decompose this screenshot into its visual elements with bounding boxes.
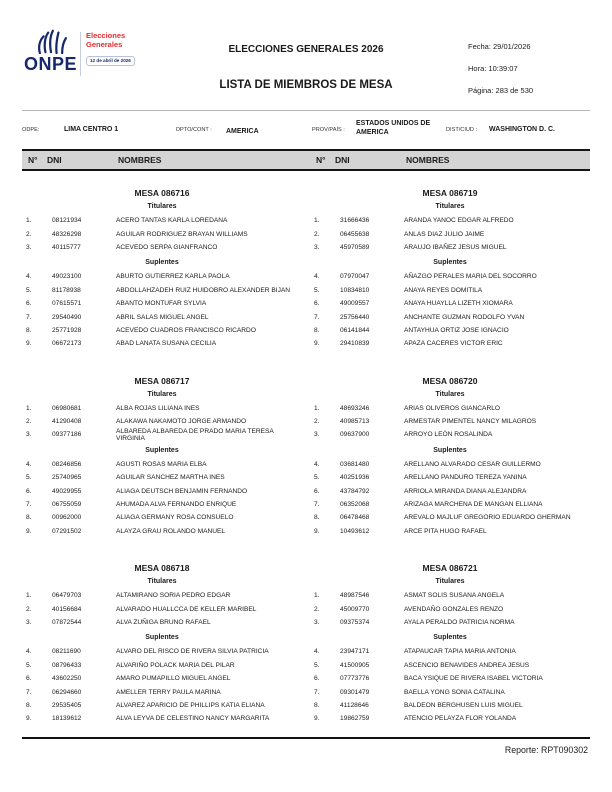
member-dni: 09377186 xyxy=(52,431,82,439)
member-row xyxy=(310,699,590,712)
member-dni: 19862759 xyxy=(340,715,370,723)
member-number: 4. xyxy=(26,460,32,468)
member-name: ANAYA REYES DOMITILA xyxy=(404,286,483,294)
member-name: ALVARIÑO POLACK MARIA DEL PILAR xyxy=(116,661,235,669)
member-number: 8. xyxy=(314,701,320,709)
member-row xyxy=(310,458,590,471)
member-name: ALBA ROJAS LILIANA INES xyxy=(116,404,200,412)
member-number: 6. xyxy=(26,487,32,495)
member-row xyxy=(310,685,590,698)
member-name: ARROYO LEÓN ROSALINDA xyxy=(404,431,493,439)
member-number: 1. xyxy=(26,592,32,600)
member-name: ATAPAUCAR TAPIA MARIA ANTONIA xyxy=(404,648,516,656)
member-number: 2. xyxy=(26,605,32,613)
member-number: 5. xyxy=(26,286,32,294)
member-dni: 03681480 xyxy=(340,460,370,468)
member-dni: 29410839 xyxy=(340,340,370,348)
member-number: 3. xyxy=(26,619,32,626)
member-name: AHUMADA ALVA FERNANDO ENRIQUE xyxy=(116,501,237,509)
member-row xyxy=(310,589,590,602)
prov-value: ESTADOS UNIDOS DE AMERICA xyxy=(356,120,431,136)
member-dni: 29535405 xyxy=(52,701,82,709)
member-number: 7. xyxy=(26,501,32,509)
suplentes-label: Suplentes xyxy=(145,446,179,454)
member-name: AVENDAÑO GONZALES RENZO xyxy=(404,605,504,613)
member-name: ACERO TANTAS KARLA LOREDANA xyxy=(116,217,228,225)
member-row xyxy=(22,402,302,415)
member-name: ALVA ZUÑIGA BRUNO RAFAEL xyxy=(116,619,211,626)
member-name: ALBAREDA ALBAREDA DE PRADO MARIA TERESA VIRGINIA xyxy=(116,428,274,442)
member-row xyxy=(310,310,590,323)
member-name: AMELLER TERRY PAULA MARINA xyxy=(116,688,221,696)
report-code: Reporte: RPT090302 xyxy=(504,745,588,755)
member-dni: 23947171 xyxy=(340,648,370,656)
member-dni: 06980681 xyxy=(52,404,82,412)
member-row xyxy=(22,324,302,337)
member-row xyxy=(22,712,302,725)
col-num-header-left: N° xyxy=(28,155,38,165)
member-name: ABAD LANATA SUSANA CECILIA xyxy=(116,340,217,348)
member-dni: 48693246 xyxy=(340,404,370,412)
member-number: 9. xyxy=(26,340,32,348)
member-name: AGUILAR SANCHEZ MARTHA INES xyxy=(116,474,225,482)
mesa-title: MESA 086716 xyxy=(134,188,190,198)
member-number: 9. xyxy=(314,340,320,348)
member-dni: 49023100 xyxy=(52,273,82,281)
member-dni: 10834810 xyxy=(340,286,370,294)
member-name: ARELLANO ALVARADO CESAR GUILLERMO xyxy=(404,460,541,468)
prov-label: PROV/PAÍS : xyxy=(312,127,345,133)
member-number: 7. xyxy=(314,688,320,696)
member-row xyxy=(310,324,590,337)
member-dni: 45009770 xyxy=(340,605,370,613)
member-name: ANTAYHUA ORTIZ JOSE IGNACIO xyxy=(404,326,509,334)
member-number: 9. xyxy=(26,527,32,535)
member-number: 5. xyxy=(314,661,320,669)
member-name: ACEVEDO SERPA GIANFRANCO xyxy=(116,243,218,251)
member-number: 5. xyxy=(26,661,32,669)
member-dni: 07291502 xyxy=(52,527,82,535)
member-name: ALAKAWA NAKAMOTO JORGE ARMANDO xyxy=(116,418,247,426)
member-name: AGUILAR RODRIGUEZ BRAYAN WILLIAMS xyxy=(116,230,248,238)
member-number: 7. xyxy=(314,501,320,509)
member-number: 1. xyxy=(314,404,320,412)
mesa-block xyxy=(310,563,590,726)
member-number: 5. xyxy=(314,286,320,294)
member-name: ARELLANO PANDURO TEREZA YANINA xyxy=(404,474,527,482)
logo-generales: Generales xyxy=(86,39,123,49)
member-row xyxy=(310,672,590,685)
member-name: BAELLA YONG SONIA CATALINA xyxy=(404,688,505,696)
member-row xyxy=(310,712,590,725)
member-row xyxy=(22,337,302,350)
member-row xyxy=(22,214,302,227)
member-number: 4. xyxy=(26,648,32,656)
mesa-block xyxy=(22,376,302,539)
member-name: ARANDA YANOC EDGAR ALFREDO xyxy=(404,217,514,225)
member-name: ASMAT SOLIS SUSANA ANGELA xyxy=(404,592,505,600)
mesa-block xyxy=(22,563,302,726)
titulares-label: Titulares xyxy=(147,390,177,398)
member-number: 8. xyxy=(314,514,320,522)
member-name: ACEVEDO CUADROS FRANCISCO RICARDO xyxy=(116,326,256,334)
member-row xyxy=(22,415,302,428)
member-dni: 41128646 xyxy=(340,701,369,709)
member-row xyxy=(22,484,302,497)
member-name: APAZA CACERES VICTOR ERIC xyxy=(404,340,503,348)
footer-rule xyxy=(22,737,590,739)
member-name: ABRIL SALAS MIGUEL ANGEL xyxy=(116,313,209,321)
dist-label: DIST/CIUD : xyxy=(446,127,478,133)
mesa-title: MESA 086721 xyxy=(422,563,478,574)
member-dni: 06478468 xyxy=(340,514,370,522)
member-row xyxy=(22,616,302,629)
member-dni: 06294660 xyxy=(52,688,82,696)
member-dni: 49029955 xyxy=(52,487,82,495)
meta-fecha: Fecha: 29/01/2026 xyxy=(468,42,531,51)
mesa-title: MESA 086718 xyxy=(134,563,190,574)
onpe-wordmark: ONPE xyxy=(24,54,78,74)
member-number: 2. xyxy=(26,418,32,426)
member-row xyxy=(22,310,302,323)
member-number: 6. xyxy=(314,675,320,683)
member-row xyxy=(22,659,302,672)
member-number: 4. xyxy=(26,273,32,281)
titulares-label: Titulares xyxy=(435,203,465,210)
member-name: ANLAS DIAZ JULIO JAIME xyxy=(404,230,485,238)
member-dni: 06455638 xyxy=(340,230,370,238)
member-row xyxy=(310,484,590,497)
page-title: ELECCIONES GENERALES 2026 xyxy=(228,44,384,55)
suplentes-label: Suplentes xyxy=(145,634,179,642)
member-name: ABURTO GUTIERREZ KARLA PAOLA xyxy=(116,273,230,281)
member-row xyxy=(22,428,302,441)
member-row xyxy=(22,602,302,615)
member-name: ARCE PITA HUGO RAFAEL xyxy=(404,527,487,535)
member-name: AÑAZGO PERALES MARIA DEL SOCORRO xyxy=(404,273,537,281)
member-list-right-column xyxy=(310,172,590,726)
member-dni: 29540490 xyxy=(52,313,82,321)
member-row xyxy=(310,616,590,629)
member-number: 1. xyxy=(314,217,320,225)
member-row xyxy=(22,471,302,484)
member-dni: 09301479 xyxy=(340,688,370,696)
member-number: 8. xyxy=(314,326,320,334)
titulares-label: Titulares xyxy=(147,578,177,586)
member-number: 3. xyxy=(314,431,320,439)
member-row xyxy=(310,415,590,428)
member-dni: 49009557 xyxy=(340,300,370,308)
member-name: ARMESTAR PIMENTEL NANCY MILAGROS xyxy=(404,418,537,426)
member-name: ALVA LEYVA DE CELESTINO NANCY MARGARITA xyxy=(116,715,270,723)
suplentes-label: Suplentes xyxy=(433,446,467,454)
mesa-block xyxy=(310,188,590,351)
member-number: 6. xyxy=(314,300,320,308)
meta-hora: Hora: 10:39:07 xyxy=(468,64,518,73)
col-dni-header-left: DNI xyxy=(47,155,62,165)
member-list-left-column xyxy=(22,172,302,726)
member-row xyxy=(310,428,590,441)
member-row xyxy=(22,284,302,297)
member-dni: 06672173 xyxy=(52,340,82,348)
member-name: ATENCIO PELAYZA FLOR YOLANDA xyxy=(404,715,517,723)
member-row xyxy=(310,270,590,283)
member-name: ALVARO DEL RISCO DE RIVERA SILVIA PATRICIA xyxy=(116,648,269,656)
member-dni: 07615571 xyxy=(52,300,82,308)
member-dni: 40251936 xyxy=(340,474,370,482)
member-dni: 00962000 xyxy=(52,514,82,522)
member-dni: 41290408 xyxy=(52,418,82,426)
member-name: ALIAGA GERMANY ROSA CONSUELO xyxy=(116,514,234,522)
col-num-header-right: N° xyxy=(316,155,326,165)
member-number: 4. xyxy=(314,460,320,468)
member-row xyxy=(310,402,590,415)
member-number: 3. xyxy=(26,431,32,439)
titulares-label: Titulares xyxy=(147,203,177,210)
member-number: 3. xyxy=(314,243,320,251)
member-row xyxy=(310,297,590,310)
member-name: ALAYZA GRAU ROLANDO MANUEL xyxy=(116,527,226,535)
member-dni: 25771928 xyxy=(52,326,82,334)
member-name: ARRIOLA MIRANDA DIANA ALEJANDRA xyxy=(404,487,527,495)
member-number: 9. xyxy=(314,527,320,535)
header-rule xyxy=(22,110,590,111)
member-number: 8. xyxy=(26,326,32,334)
member-number: 1. xyxy=(26,217,32,225)
col-dni-header-right: DNI xyxy=(335,155,350,165)
member-row xyxy=(310,659,590,672)
member-number: 8. xyxy=(26,514,32,522)
odpe-value: LIMA CENTRO 1 xyxy=(64,126,119,133)
member-row xyxy=(310,241,590,254)
member-number: 2. xyxy=(314,605,320,613)
mesa-title: MESA 086720 xyxy=(422,375,478,386)
dist-value: WASHINGTON D. C. xyxy=(489,126,555,133)
page-meta xyxy=(468,42,533,108)
member-name: ANAYA HUAYLLA LIZETH XIOMARA xyxy=(404,300,513,308)
member-row xyxy=(310,284,590,297)
member-row xyxy=(22,511,302,524)
member-dni: 43784792 xyxy=(340,487,370,495)
member-name: ARIAS OLIVEROS GIANCARLO xyxy=(404,404,501,412)
member-name: ASCENCIO BENAVIDES ANDREA JESUS xyxy=(404,661,530,669)
member-row xyxy=(310,645,590,658)
member-name: BALDEON BERGHUSEN LUIS MIGUEL xyxy=(404,701,523,709)
member-row xyxy=(310,511,590,524)
member-dni: 09637900 xyxy=(340,431,370,439)
member-dni: 06352068 xyxy=(340,501,370,509)
logo-elecciones: Elecciones xyxy=(86,31,126,40)
member-number: 7. xyxy=(26,313,32,321)
member-dni: 48987546 xyxy=(340,592,370,600)
member-dni: 07872544 xyxy=(52,619,82,626)
member-dni: 40115777 xyxy=(52,243,81,251)
member-dni: 40156684 xyxy=(52,605,82,613)
member-number: 6. xyxy=(26,675,32,683)
member-name: ABDOLLAHZADEH RUIZ HUIDOBRO ALEXANDER BIJAN xyxy=(116,286,291,294)
member-number: 7. xyxy=(314,313,320,321)
member-row xyxy=(310,227,590,240)
logo-date-badge: 12 de abril de 2026 xyxy=(86,56,135,66)
member-dni: 08211690 xyxy=(52,648,81,656)
member-row xyxy=(22,672,302,685)
member-dni: 08121934 xyxy=(52,217,82,225)
member-dni: 41500905 xyxy=(340,661,370,669)
member-name: AGUSTI ROSAS MARIA ELBA xyxy=(116,460,207,468)
member-number: 3. xyxy=(314,619,320,626)
member-name: ARIZAGA MARCHENA DE MANGAN ELLIANA xyxy=(404,501,543,509)
member-row xyxy=(310,525,590,538)
member-number: 4. xyxy=(314,648,320,656)
member-name: ARAUJO IBAÑEZ JESUS MIGUEL xyxy=(404,243,507,251)
suplentes-label: Suplentes xyxy=(433,634,467,642)
member-number: 8. xyxy=(26,701,32,709)
member-name: AREVALO MAJLUF GREGORIO EDUARDO GHERMAN xyxy=(404,514,571,522)
member-dni: 06479703 xyxy=(52,592,82,600)
odpe-label: ODPE: xyxy=(22,127,40,133)
suplentes-label: Suplentes xyxy=(145,259,179,267)
member-name: BACA YSIQUE DE RIVERA ISABEL VICTORIA xyxy=(404,675,543,683)
member-row xyxy=(310,602,590,615)
member-dni: 48326298 xyxy=(52,230,82,238)
member-dni: 40985713 xyxy=(340,418,370,426)
location-info xyxy=(0,113,612,147)
member-number: 2. xyxy=(314,230,320,238)
meta-pagina: Página: 283 de 530 xyxy=(468,86,534,95)
member-dni: 06755059 xyxy=(52,501,82,509)
member-row xyxy=(310,471,590,484)
member-dni: 31666436 xyxy=(340,217,370,225)
member-name: ANCHANTE GUZMAN RODOLFO YVAN xyxy=(404,313,525,321)
member-dni: 06141844 xyxy=(340,326,370,334)
mesa-title: MESA 086717 xyxy=(134,375,190,386)
member-dni: 08246856 xyxy=(52,460,82,468)
member-dni: 81178938 xyxy=(52,286,81,294)
member-row xyxy=(310,214,590,227)
member-number: 6. xyxy=(26,300,32,308)
member-number: 2. xyxy=(314,418,320,426)
member-number: 2. xyxy=(26,230,32,238)
titulares-label: Titulares xyxy=(435,578,465,586)
titulares-label: Titulares xyxy=(435,390,465,398)
member-number: 5. xyxy=(314,474,320,482)
member-name: ABANTO MONTUFAR SYLVIA xyxy=(116,300,207,308)
member-row xyxy=(22,645,302,658)
member-name: ALVARADO HUALLCCA DE KELLER MARIBEL xyxy=(116,605,257,613)
member-dni: 18139612 xyxy=(52,715,82,723)
dpto-value: AMERICA xyxy=(226,128,259,135)
member-number: 1. xyxy=(26,404,32,412)
member-row xyxy=(22,589,302,602)
member-row xyxy=(22,227,302,240)
col-nombres-header-left: NOMBRES xyxy=(118,155,162,165)
member-row xyxy=(22,297,302,310)
mesa-title: MESA 086719 xyxy=(422,188,478,198)
member-number: 9. xyxy=(26,715,32,723)
member-row xyxy=(22,525,302,538)
member-dni: 07970047 xyxy=(340,273,370,281)
member-name: ALTAMIRANO SORIA PEDRO EDGAR xyxy=(116,592,231,600)
member-dni: 45970589 xyxy=(340,243,370,251)
member-number: 7. xyxy=(26,688,32,696)
member-number: 4. xyxy=(314,273,320,281)
member-row xyxy=(310,498,590,511)
suplentes-label: Suplentes xyxy=(433,259,467,267)
member-row xyxy=(22,270,302,283)
member-dni: 09375374 xyxy=(340,619,370,626)
mesa-block xyxy=(22,188,302,351)
member-number: 1. xyxy=(314,592,320,600)
member-dni: 43602250 xyxy=(52,675,82,683)
member-name: ALVAREZ APARICIO DE PHILLIPS KATIA ELIANA xyxy=(116,701,265,709)
member-number: 3. xyxy=(26,243,32,251)
member-row xyxy=(22,699,302,712)
member-name: AYALA PERALDO PATRICIA NORMA xyxy=(404,619,515,626)
member-number: 5. xyxy=(26,474,32,482)
member-row xyxy=(310,337,590,350)
table-header-bar xyxy=(22,149,590,171)
member-dni: 25740965 xyxy=(52,474,82,482)
member-row xyxy=(22,685,302,698)
member-row xyxy=(22,241,302,254)
member-name: ALIAGA DEUTSCH BENJAMIN FERNANDO xyxy=(116,487,248,495)
dpto-label: DPTO/CONT : xyxy=(176,127,212,133)
mesa-block xyxy=(310,376,590,539)
page-subtitle: LISTA DE MIEMBROS DE MESA xyxy=(219,79,393,91)
member-number: 9. xyxy=(314,715,320,723)
member-name: AMARO PUMAPILLO MIGUEL ANGEL xyxy=(116,675,231,683)
member-row xyxy=(22,458,302,471)
member-dni: 10493612 xyxy=(340,527,370,535)
member-number: 6. xyxy=(314,487,320,495)
member-row xyxy=(22,498,302,511)
member-dni: 08796433 xyxy=(52,661,82,669)
col-nombres-header-right: NOMBRES xyxy=(406,155,450,165)
member-dni: 25756440 xyxy=(340,313,370,321)
member-dni: 07773776 xyxy=(340,675,370,683)
